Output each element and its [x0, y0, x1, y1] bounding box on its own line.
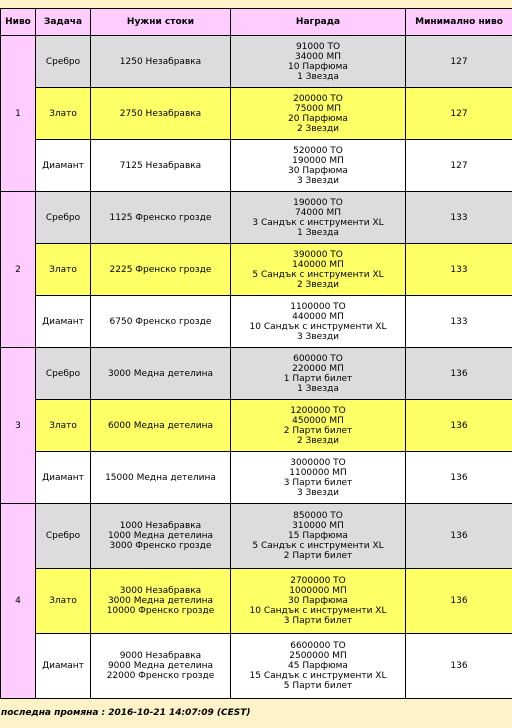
reward-line: 20 Парфюма: [288, 113, 348, 124]
reward-line: 6600000 ТО: [290, 641, 346, 651]
level-cell: 4: [1, 504, 36, 699]
reward-line: 1 Звезда: [297, 71, 339, 82]
reward-line: 10 Сандък с инструменти XL: [249, 321, 387, 332]
item-line: 9000 Незабравка: [119, 651, 202, 661]
min-level-cell: 136: [406, 569, 512, 634]
task-cell: Злато: [36, 400, 91, 452]
reward-line: 1200000 ТО: [290, 405, 346, 416]
table-row: [1, 569, 512, 634]
reward-line: 10 Парфюма: [288, 61, 348, 72]
level-cell: 1: [1, 36, 36, 192]
min-level-cell: 133: [406, 296, 512, 348]
item-line: 3000 Медна детелина: [107, 368, 214, 379]
min-level-cell: 136: [406, 348, 512, 400]
task-cell: Диамант: [36, 634, 91, 699]
item-line: 3000 Незабравка: [119, 586, 202, 596]
table-row: [1, 36, 512, 88]
reward-line: 310000 МП: [292, 521, 344, 531]
reward-line: 440000 МП: [292, 311, 344, 322]
item-line: 10000 Френско грозде: [106, 606, 215, 616]
min-level-cell: 127: [406, 88, 512, 140]
items-cell: [91, 348, 231, 400]
item-line: 1250 Незабравка: [119, 56, 202, 67]
reward-line: 2 Парти билет: [283, 425, 353, 436]
reward-cell: [231, 192, 406, 244]
reward-cell: [231, 88, 406, 140]
item-line: 1000 Медна детелина: [107, 531, 214, 541]
reward-line: 450000 МП: [292, 415, 344, 426]
reward-line: 1000000 МП: [289, 586, 347, 596]
reward-cell: [231, 348, 406, 400]
reward-line: 190000 МП: [292, 155, 344, 166]
item-line: 1125 Френско грозде: [109, 212, 212, 223]
reward-line: 850000 ТО: [293, 511, 343, 521]
reward-line: 2 Звезди: [296, 123, 340, 134]
table-row: [1, 400, 512, 452]
reward-line: 220000 МП: [292, 363, 344, 374]
reward-line: 390000 ТО: [293, 249, 343, 260]
level-cell: 3: [1, 348, 36, 504]
reward-line: 2500000 МП: [289, 651, 347, 661]
items-cell: [91, 244, 231, 296]
items-cell: [91, 296, 231, 348]
item-line: 3000 Френско грозде: [109, 541, 212, 551]
header-task: Задача: [36, 9, 91, 36]
min-level-cell: 136: [406, 504, 512, 569]
table-row: [1, 504, 512, 569]
items-cell: [91, 140, 231, 192]
last-modified-footer: последна промяна : 2016-10-21 14:07:09 (CEST): [1, 708, 251, 718]
header-min-level: Минимално ниво: [406, 9, 512, 36]
reward-line: 140000 МП: [292, 259, 344, 270]
table-row: [1, 140, 512, 192]
task-cell: Диамант: [36, 140, 91, 192]
reward-cell: [231, 452, 406, 504]
task-cell: Диамант: [36, 452, 91, 504]
task-cell: Сребро: [36, 504, 91, 569]
item-line: 3000 Медна детелина: [107, 596, 214, 606]
task-cell: Сребро: [36, 192, 91, 244]
reward-line: 1 Звезда: [297, 383, 339, 394]
item-line: 2225 Френско грозде: [109, 264, 212, 275]
reward-line: 2700000 ТО: [290, 576, 346, 586]
reward-line: 600000 ТО: [293, 353, 343, 364]
table-row: [1, 296, 512, 348]
reward-line: 15 Сандък с инструменти XL: [249, 671, 387, 681]
reward-line: 200000 ТО: [293, 93, 343, 104]
item-line: 2750 Незабравка: [119, 108, 202, 119]
reward-line: 91000 ТО: [295, 41, 341, 52]
reward-line: 5 Сандък с инструменти XL: [252, 269, 384, 280]
reward-line: 5 Сандък с инструменти XL: [252, 541, 384, 551]
reward-line: 3 Сандък с инструменти XL: [252, 217, 384, 228]
header-row: [1, 9, 512, 36]
items-cell: [91, 192, 231, 244]
table-row: [1, 244, 512, 296]
item-line: 6750 Френско грозде: [109, 316, 212, 327]
header-items: Нужни стоки: [91, 9, 231, 36]
items-cell: [91, 452, 231, 504]
reward-cell: [231, 36, 406, 88]
table-row: [1, 348, 512, 400]
table-row: [1, 634, 512, 699]
reward-line: 3 Парти билет: [283, 616, 353, 626]
reward-line: 2 Звезди: [296, 279, 340, 290]
min-level-cell: 136: [406, 634, 512, 699]
item-line: 1000 Незабравка: [119, 521, 202, 531]
min-level-cell: 127: [406, 140, 512, 192]
reward-line: 2 Звезди: [296, 435, 340, 446]
reward-cell: [231, 296, 406, 348]
reward-line: 74000 МП: [294, 207, 342, 218]
reward-cell: [231, 244, 406, 296]
reward-line: 5 Парти билет: [283, 681, 353, 691]
reward-cell: [231, 634, 406, 699]
table-row: [1, 192, 512, 244]
reward-line: 75000 МП: [294, 103, 342, 114]
table-body: [1, 36, 512, 699]
header-level: Ниво: [1, 9, 36, 36]
task-cell: Злато: [36, 88, 91, 140]
reward-line: 3 Звезди: [296, 175, 340, 186]
task-cell: Сребро: [36, 36, 91, 88]
reward-line: 3 Звезди: [296, 487, 340, 498]
item-line: 15000 Медна детелина: [105, 472, 216, 483]
quest-table: [0, 8, 512, 699]
reward-cell: [231, 569, 406, 634]
reward-cell: [231, 400, 406, 452]
reward-line: 45 Парфюма: [288, 661, 348, 671]
min-level-cell: 133: [406, 244, 512, 296]
item-line: 7125 Незабравка: [119, 160, 202, 171]
reward-line: 10 Сандък с инструменти XL: [249, 606, 387, 616]
reward-line: 3 Парти билет: [283, 477, 353, 488]
min-level-cell: 136: [406, 452, 512, 504]
reward-line: 34000 МП: [294, 51, 342, 62]
reward-cell: [231, 504, 406, 569]
reward-line: 2 Парти билет: [283, 551, 353, 561]
reward-line: 520000 ТО: [293, 145, 343, 156]
items-cell: [91, 569, 231, 634]
reward-line: 3 Звезди: [296, 331, 340, 342]
reward-line: 30 Парфюма: [288, 596, 348, 606]
items-cell: [91, 400, 231, 452]
min-level-cell: 133: [406, 192, 512, 244]
reward-line: 190000 ТО: [293, 197, 343, 208]
items-cell: [91, 634, 231, 699]
item-line: 6000 Медна детелина: [107, 420, 214, 431]
task-cell: Диамант: [36, 296, 91, 348]
reward-line: 30 Парфюма: [288, 165, 348, 176]
reward-line: 3000000 ТО: [290, 457, 346, 468]
reward-line: 1100000 МП: [289, 467, 347, 478]
level-cell: 2: [1, 192, 36, 348]
table-row: [1, 88, 512, 140]
min-level-cell: 136: [406, 400, 512, 452]
min-level-cell: 127: [406, 36, 512, 88]
task-cell: Злато: [36, 569, 91, 634]
reward-line: 1100000 ТО: [290, 301, 346, 312]
reward-line: 1 Парти билет: [283, 373, 353, 384]
items-cell: [91, 504, 231, 569]
task-cell: Злато: [36, 244, 91, 296]
reward-line: 1 Звезда: [297, 227, 339, 238]
task-cell: Сребро: [36, 348, 91, 400]
table-row: [1, 452, 512, 504]
reward-cell: [231, 140, 406, 192]
header-reward: Награда: [231, 9, 406, 36]
item-line: 22000 Френско грозде: [106, 671, 215, 681]
items-cell: [91, 36, 231, 88]
item-line: 9000 Медна детелина: [107, 661, 214, 671]
items-cell: [91, 88, 231, 140]
reward-line: 15 Парфюма: [288, 531, 348, 541]
